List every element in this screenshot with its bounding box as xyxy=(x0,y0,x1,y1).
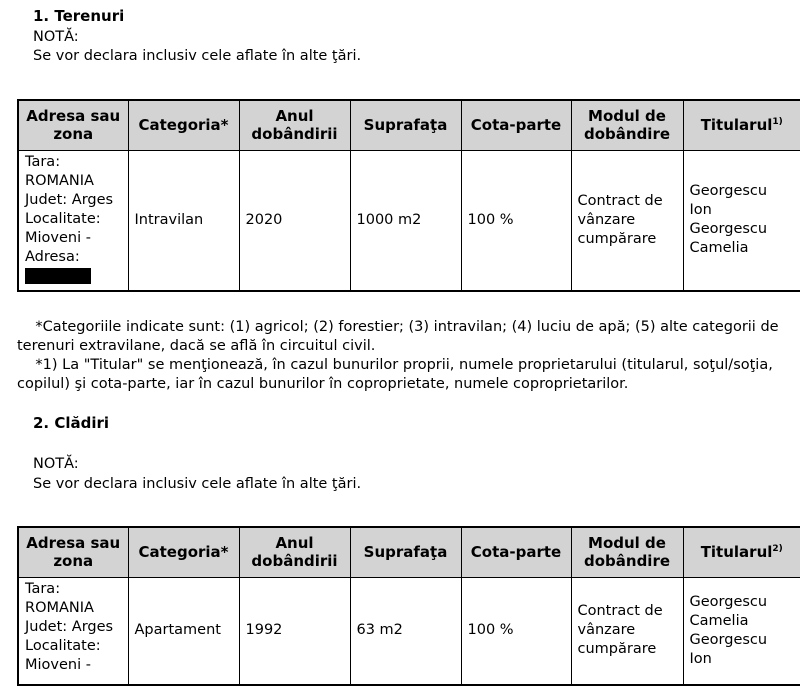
header-address: Adresa sau zona xyxy=(18,100,128,150)
header-area: Suprafaţa xyxy=(350,527,461,577)
table-row xyxy=(18,577,800,685)
cell-mode: Contract de vânzare cumpărare xyxy=(571,577,683,685)
cell-address: Tara: ROMANIA Judet: Arges Localitate: Mioveni - Adresa: xyxy=(18,150,128,291)
header-year: Anul dobândirii xyxy=(239,527,350,577)
header-category: Categoria* xyxy=(128,100,239,150)
section-title-buildings: 2. Clădiri xyxy=(33,414,110,432)
cell-year: 1992 xyxy=(239,577,350,685)
land-table xyxy=(17,99,800,292)
footnote-holder-cont: copilul) şi cota-parte, iar în cazul bunurilor în coproprietate, numele coproprietarilor. xyxy=(17,376,629,392)
header-address: Adresa sau zona xyxy=(18,527,128,577)
cell-area: 63 m2 xyxy=(350,577,461,685)
cell-category: Intravilan xyxy=(128,150,239,291)
header-mode: Modul de dobândire xyxy=(571,100,683,150)
note-label: NOTĂ: xyxy=(33,29,79,45)
table-header-row xyxy=(18,527,800,577)
table-row xyxy=(18,150,800,291)
header-share: Cota-parte xyxy=(461,100,571,150)
cell-area: 1000 m2 xyxy=(350,150,461,291)
cell-address: Tara: ROMANIA Judet: Arges Localitate: Mioveni - xyxy=(18,577,128,685)
header-holder: Titularul$^{1)}$ xyxy=(683,100,800,150)
footnote-categories-cont: terenuri extravilane, dacă se află în circuitul civil. xyxy=(17,338,376,354)
header-mode: Modul de dobândire xyxy=(571,527,683,577)
section-title-land: 1. Terenuri xyxy=(33,7,125,25)
cell-share: 100 % xyxy=(461,577,571,685)
buildings-table xyxy=(17,526,800,686)
header-category: Categoria* xyxy=(128,527,239,577)
cell-share: 100 % xyxy=(461,150,571,291)
cell-year: 2020 xyxy=(239,150,350,291)
header-year: Anul dobândirii xyxy=(239,100,350,150)
redacted-address xyxy=(25,268,91,284)
header-holder: Titularul$^{2)}$ xyxy=(683,527,800,577)
footnote-categories: *Categoriile indicate sunt: (1) agricol; (2) forestier; (3) intravilan; (4) luciu de apă; (5) alte categorii de xyxy=(17,319,779,335)
header-share: Cota-parte xyxy=(461,527,571,577)
table-header-row xyxy=(18,100,800,150)
cell-mode: Contract de vânzare cumpărare xyxy=(571,150,683,291)
cell-category: Apartament xyxy=(128,577,239,685)
cell-holder: Georgescu Camelia Georgescu Ion xyxy=(683,577,800,685)
note-text: Se vor declara inclusiv cele aflate în alte ţări. xyxy=(33,476,362,492)
header-area: Suprafaţa xyxy=(350,100,461,150)
note-text: Se vor declara inclusiv cele aflate în alte ţări. xyxy=(33,48,362,64)
cell-holder: Georgescu Ion Georgescu Camelia xyxy=(683,150,800,291)
note-label: NOTĂ: xyxy=(33,456,79,472)
footnote-holder: *1) La "Titular" se menţionează, în cazul bunurilor proprii, numele proprietarului (titularul, soţul/soţia, xyxy=(17,357,773,373)
